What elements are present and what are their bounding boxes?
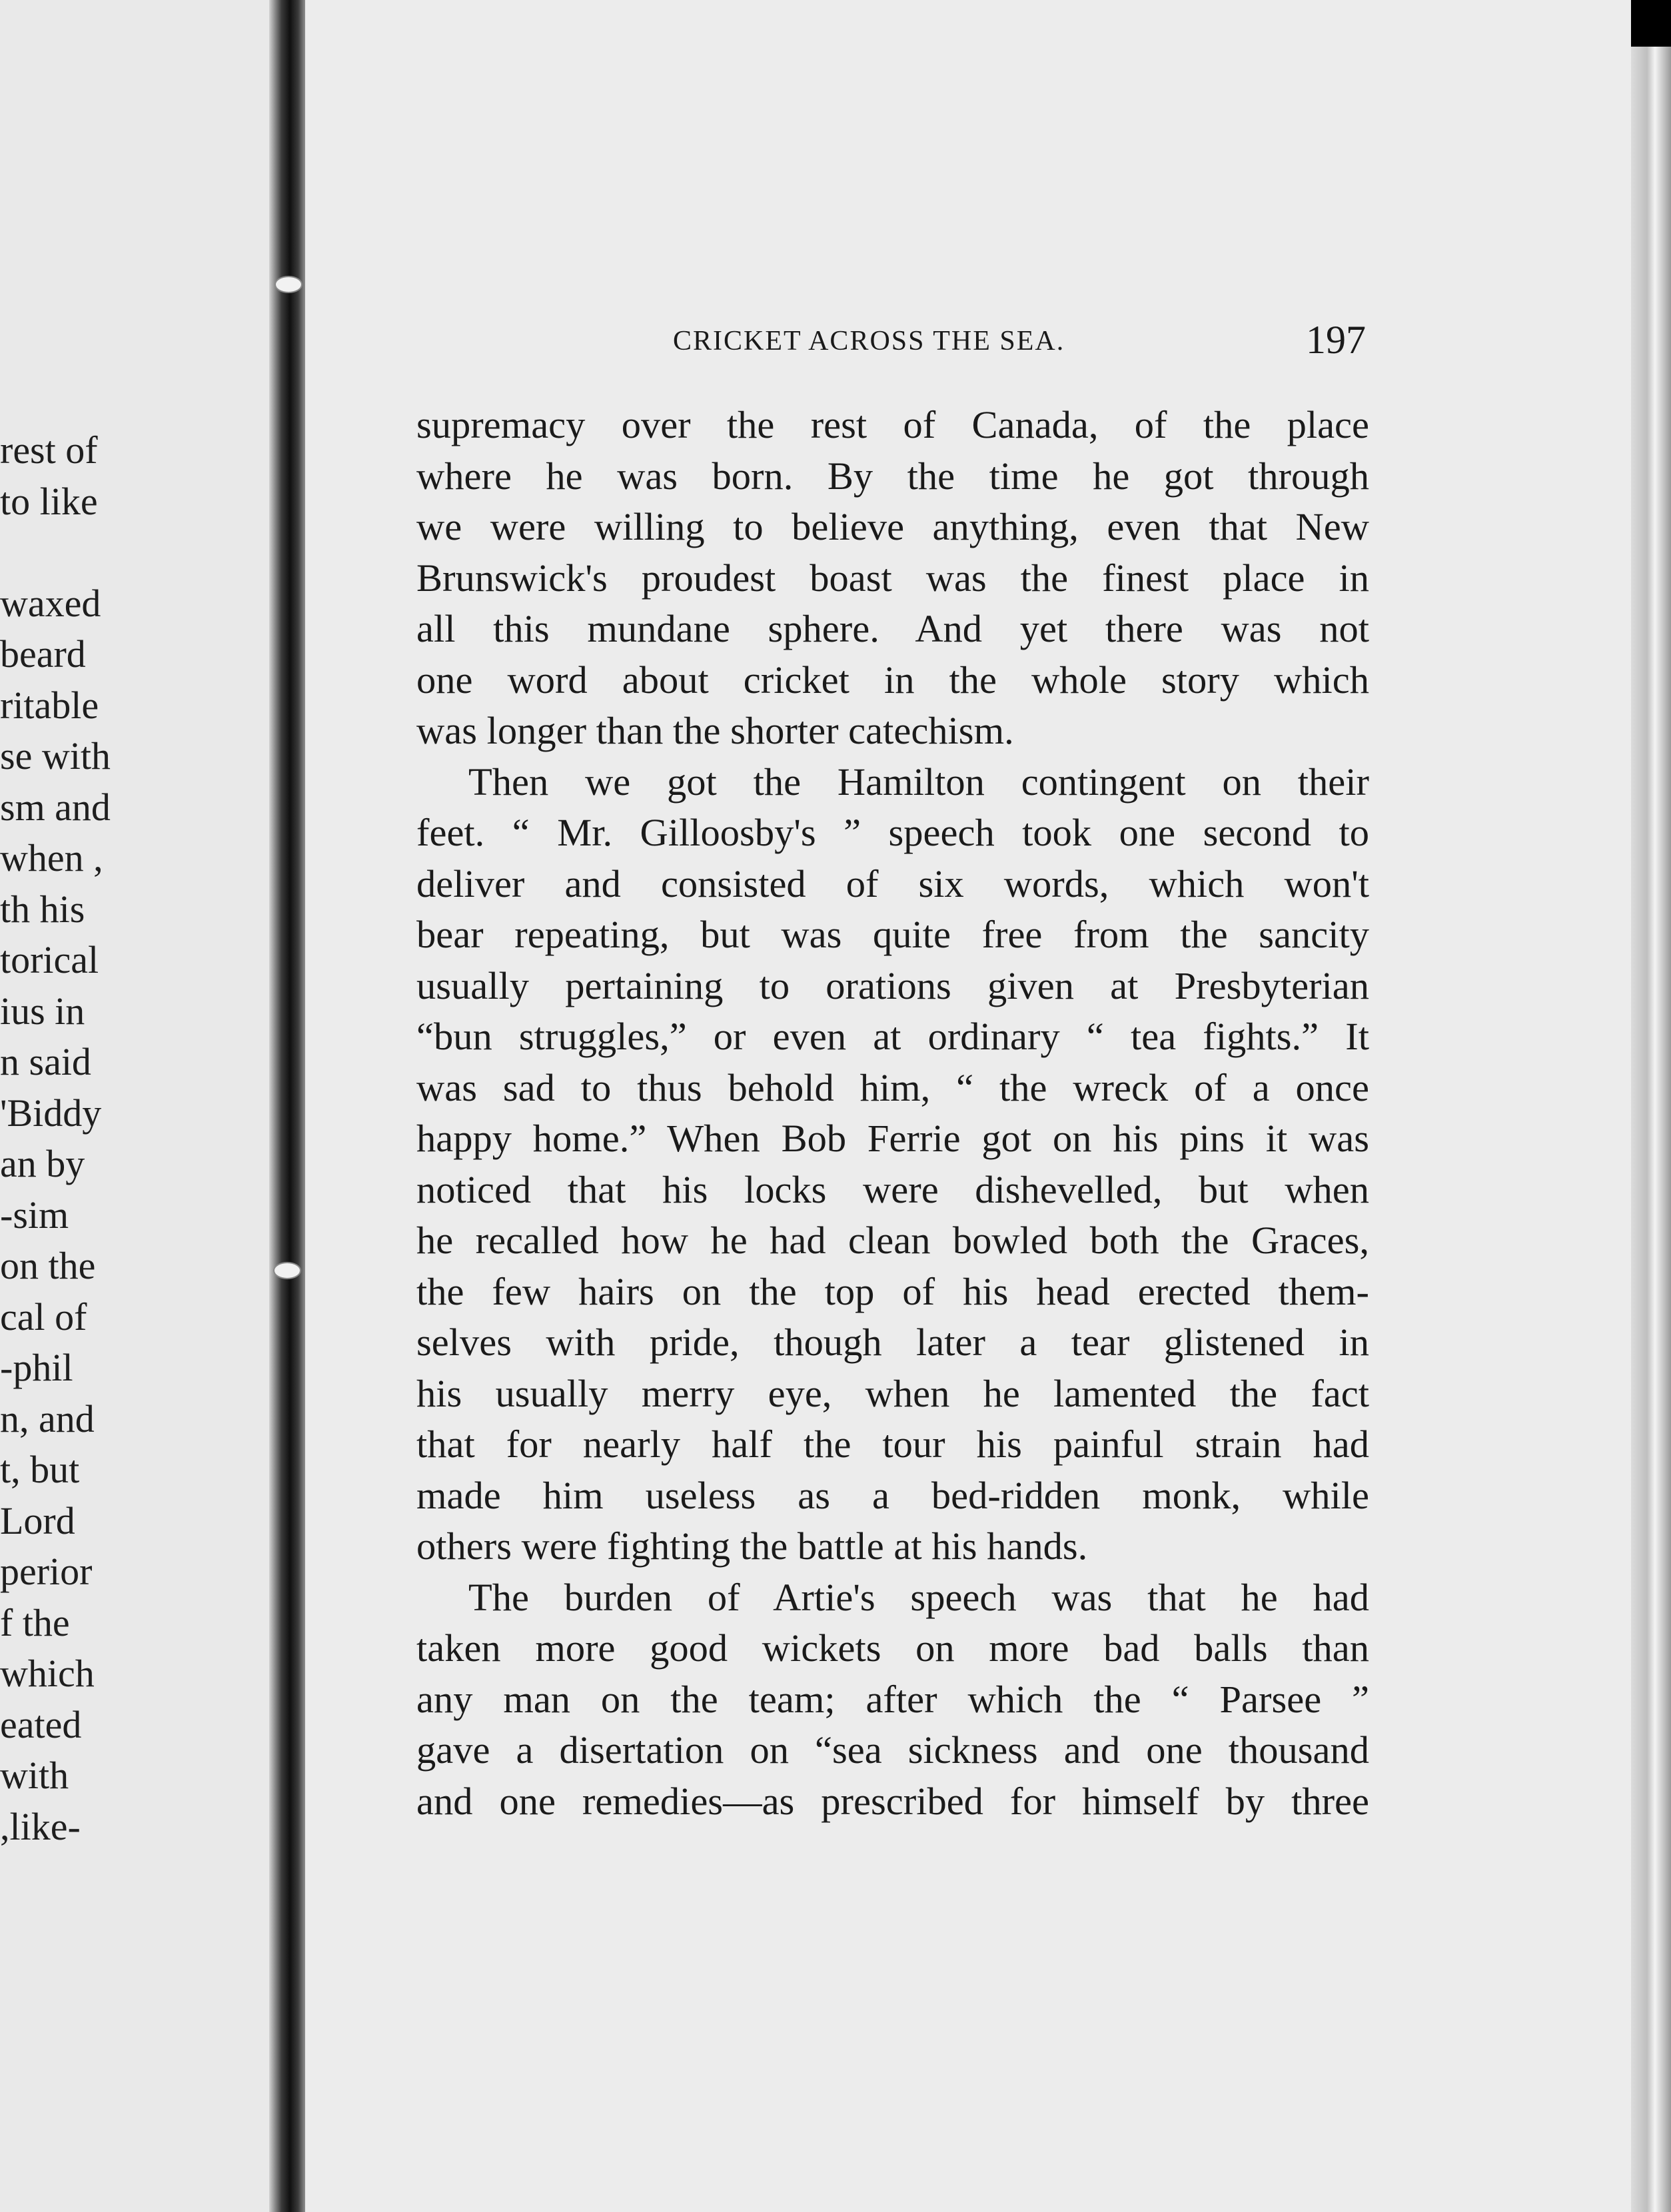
book-gutter (269, 0, 310, 2212)
facing-page-text (0, 425, 280, 1852)
facing-page-line: an by (0, 1142, 85, 1185)
facing-page-line: perior (0, 1550, 93, 1593)
text-line: usually pertaining to orations given at Presbyterian (416, 963, 1369, 1007)
text-line: supremacy over the rest of Canada, of the place (416, 403, 1369, 446)
facing-page-line: n, and (0, 1396, 95, 1440)
facing-page-line: -like, (0, 1804, 81, 1848)
text-line: The burden of Artie's speech was that he had (468, 1575, 1369, 1619)
facing-page-line: n said (0, 1040, 91, 1083)
text-line: feet. “ Mr. Gilloosby's ” speech took one second to (416, 811, 1369, 854)
facing-page-line: f the (0, 1600, 70, 1644)
text-line: where he was born. By the time he got through (416, 454, 1369, 498)
text-line: and one remedies—as prescribed for himself by three (416, 1779, 1369, 1823)
text-line: made him useless as a bed-ridden monk, while (416, 1473, 1369, 1517)
text-line: one word about cricket in the whole story which (416, 658, 1369, 702)
facing-page-line: phil- (0, 1346, 73, 1389)
facing-page-line: torical (0, 938, 99, 981)
binding-stitch (275, 276, 302, 293)
text-line: Then we got the Hamilton contingent on their (468, 760, 1369, 804)
facing-page-line: with (0, 1754, 69, 1797)
paragraph (416, 1572, 1369, 1828)
paragraph (416, 757, 1369, 1572)
text-line: all this mundane sphere. And yet there was not (416, 607, 1369, 650)
text-line: selves with pride, though later a tear glistened in (416, 1321, 1369, 1364)
facing-page-line: beard (0, 632, 86, 676)
facing-page-line: Lord (0, 1498, 75, 1542)
facing-page-line: on the (0, 1244, 96, 1287)
facing-page-line: rest of (0, 428, 98, 472)
text-line: happy home.” When Bob Ferrie got on his pins it was (416, 1117, 1369, 1160)
body-text (416, 400, 1369, 1827)
facing-page-line: which (0, 1652, 95, 1695)
facing-page-line: Biddy' (0, 1091, 102, 1135)
text-line: he recalled how he had clean bowled both the Graces, (416, 1219, 1369, 1262)
page-stack-edge (1631, 47, 1671, 2212)
text-line: gave a disertation on “sea sickness and one thousand (416, 1728, 1369, 1772)
text-line: others were fighting the battle at his hands. (416, 1524, 1088, 1568)
binding-stitch (273, 1262, 301, 1279)
facing-page-line: ius in (0, 989, 85, 1033)
facing-page-line: waxed (0, 581, 101, 625)
facing-page-line: , when (0, 836, 103, 879)
text-line: we were willing to believe anything, even that New (416, 505, 1369, 548)
facing-page-line: eated (0, 1702, 82, 1746)
text-line: noticed that his locks were dishevelled, but when (416, 1167, 1369, 1211)
paragraph (416, 400, 1369, 757)
facing-page-line: se with (0, 734, 111, 778)
facing-page-line: to like (0, 479, 98, 523)
facing-page (0, 0, 280, 2212)
facing-page-line: sim- (0, 1193, 69, 1237)
text-line: any man on the team; after which the “ Parsee ” (416, 1677, 1369, 1721)
text-line: was sad to thus behold him, “ the wreck of a once (416, 1065, 1369, 1109)
running-head: CRICKET ACROSS THE SEA. (673, 326, 1065, 356)
text-line: “bun struggles,” or even at ordinary “ tea fights.” It (416, 1015, 1369, 1058)
text-line: that for nearly half the tour his painful strain had (416, 1422, 1369, 1466)
facing-page-line (0, 527, 280, 578)
facing-page-line: th his (0, 887, 85, 931)
text-line: was longer than the shorter catechism. (416, 709, 1014, 752)
facing-page-line: sm and (0, 785, 111, 829)
text-line: his usually merry eye, when he lamented the fact (416, 1371, 1369, 1415)
text-line: bear repeating, but was quite free from the sancity (416, 913, 1369, 956)
facing-page-line: cal of (0, 1295, 87, 1339)
text-line: Brunswick's proudest boast was the finest place in (416, 556, 1369, 600)
page-number: 197 (1306, 318, 1366, 362)
facing-page-line: ritable (0, 683, 99, 727)
text-line: the few hairs on the top of his head erected them- (416, 1269, 1369, 1313)
facing-page-line: t, but (0, 1448, 80, 1491)
text-line: taken more good wickets on more bad balls than (416, 1626, 1369, 1670)
text-line: deliver and consisted of six words, which won't (416, 861, 1369, 905)
